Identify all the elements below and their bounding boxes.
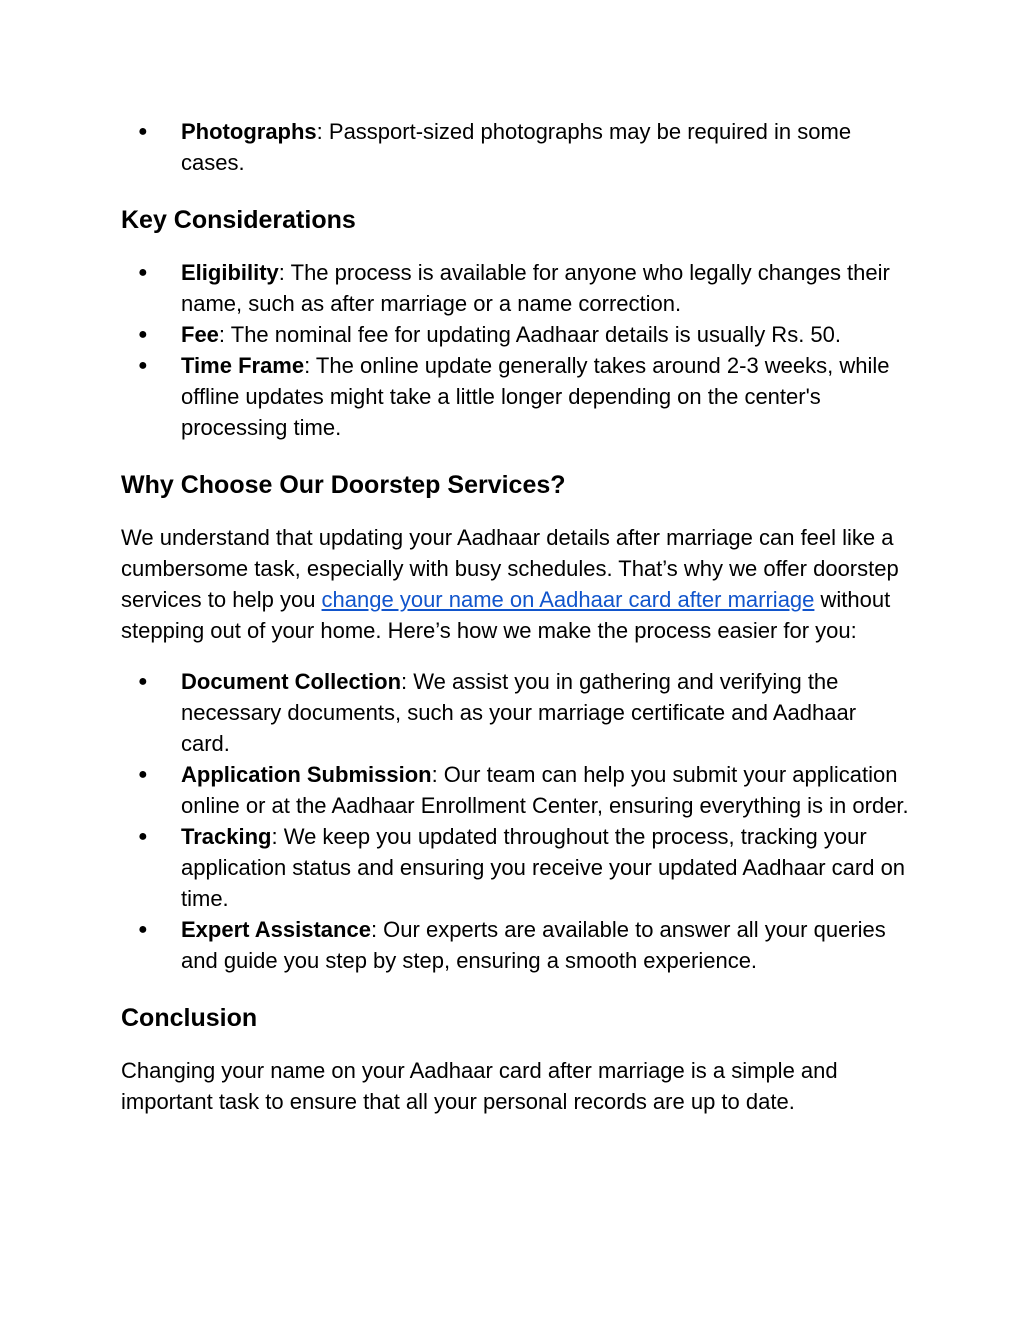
- list-item-term: Expert Assistance: [181, 917, 371, 942]
- list-item: [121, 759, 911, 821]
- list-item-term: Fee: [181, 322, 219, 347]
- bullet-icon: ●: [138, 357, 148, 374]
- list-item-term: Time Frame: [181, 353, 305, 378]
- list-item-text: : The online update generally takes around 2-3 weeks, while offline updates might take a little longer depending on the center's processing time.: [181, 353, 890, 440]
- list-item-term: Application Submission: [181, 762, 432, 787]
- bullet-icon: ●: [138, 921, 148, 938]
- list-item-text: : The nominal fee for updating Aadhaar details is usually Rs. 50.: [218, 322, 842, 347]
- conclusion-paragraph: Changing your name on your Aadhaar card after marriage is a simple and important task to ensure that all your personal records are up to date.: [121, 1058, 838, 1114]
- bullet-icon: ●: [138, 326, 148, 343]
- conclusion-heading: Conclusion: [121, 1004, 258, 1032]
- bullet-icon: ●: [138, 673, 148, 690]
- list-item: [121, 666, 911, 759]
- list-item-text: : Our experts are available to answer all your queries and guide you step by step, ensuring a smooth experience.: [181, 917, 886, 973]
- why-choose-heading: Why Choose Our Doorstep Services?: [121, 471, 566, 499]
- list-item: [121, 257, 911, 319]
- list-item-term: Photographs: [181, 119, 317, 144]
- list-item: [121, 116, 911, 178]
- list-item-term: Tracking: [181, 824, 272, 849]
- list-item-text: : The process is available for anyone who legally changes their name, such as after marriage or a name correction.: [181, 260, 890, 316]
- bullet-icon: ●: [138, 828, 148, 845]
- key-considerations-heading: Key Considerations: [121, 206, 356, 234]
- aadhaar-name-change-link[interactable]: change your name on Aadhaar card after marriage: [321, 587, 815, 612]
- list-item: [121, 821, 911, 914]
- bullet-icon: ●: [138, 766, 148, 783]
- bullet-icon: ●: [138, 264, 148, 281]
- list-item-term: Document Collection: [181, 669, 402, 694]
- why-choose-paragraph: [121, 522, 911, 646]
- list-item-term: Eligibility: [181, 260, 279, 285]
- paragraph-text: without stepping out of your home. Here’s how we make the process easier for you:: [121, 587, 891, 643]
- paragraph-text: We understand that updating your Aadhaar details after marriage can feel like a cumbersome task, especially with busy schedules. That’s why we offer doorstep services to help you: [121, 525, 899, 612]
- document-page: [121, 116, 911, 1117]
- key-considerations-list: [121, 257, 911, 443]
- list-item-text: : We assist you in gathering and verifying the necessary documents, such as your marriage certificate and Aadhaar card.: [181, 669, 857, 756]
- list-item: [121, 914, 911, 976]
- services-list: [121, 666, 911, 976]
- list-item-text: : Our team can help you submit your application online or at the Aadhaar Enrollment Center, ensuring everything is in order.: [181, 762, 909, 818]
- list-item: [121, 350, 911, 443]
- documents-list: [121, 116, 911, 178]
- list-item-text: : Passport-sized photographs may be required in some cases.: [181, 119, 852, 175]
- list-item: [121, 319, 911, 350]
- list-item-text: : We keep you updated throughout the process, tracking your application status and ensuring you receive your updated Aadhaar card on time.: [181, 824, 906, 911]
- bullet-icon: ●: [138, 123, 148, 140]
